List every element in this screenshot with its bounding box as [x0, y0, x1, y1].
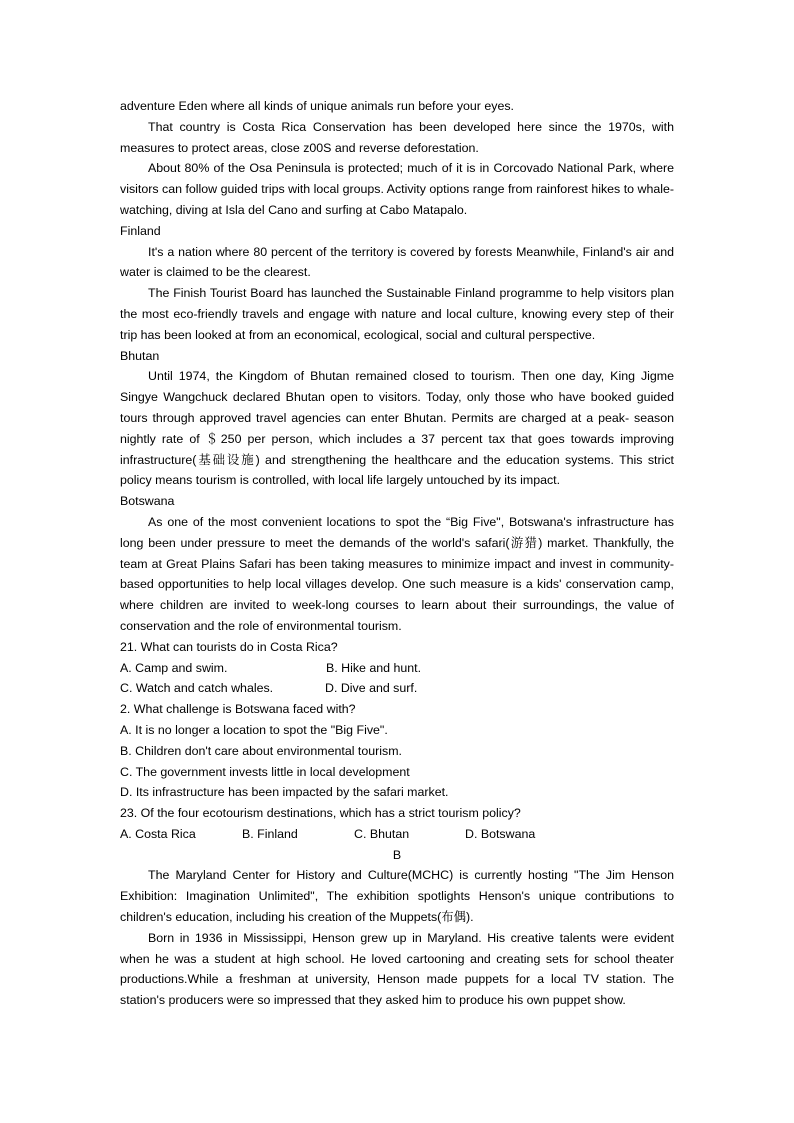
question-21-option-a: A. Camp and swim. [120, 660, 228, 675]
question-21-option-c: C. Watch and catch whales. [120, 681, 274, 696]
question-23-options-row [120, 824, 674, 845]
question-22-option-d: D. Its infrastructure has been impacted by the safari market. [120, 785, 449, 800]
question-21-options-row-2 [120, 678, 674, 699]
costa-rica-paragraph-2: About 80% of the Osa Peninsula is protected; much of it is in Corcovado National Park, where visitors can follow guided trips with local groups. Activity options range from rainforest hikes to whale-watching, diving at Isla del Cano and surfing at Cabo Matapalo. [120, 161, 674, 217]
question-23-stem: 23. Of the four ecotourism destinations, which has a strict tourism policy? [120, 806, 521, 821]
question-21-option-d: D. Dive and surf. [325, 681, 418, 696]
question-22-option-c: C. The government invests little in local development [120, 764, 410, 779]
section-b-label: B [392, 847, 402, 862]
bhutan-paragraph-1: Until 1974, the Kingdom of Bhutan remained closed to tourism. Then one day, King Jigme Singye Wangchuck declared Bhutan open to visitors. Today, only those who have booked guided tours through approved travel agencies can enter Bhutan. Permits are charged at a peak- season nightly rate of ＄250 per person, which includes a 37 percent tax that goes towards improving infrastructure(基础设施) and strengthening the healthcare and the education systems. This strict policy means tourism is controlled, with local life largely untouched by its impact. [120, 369, 674, 488]
henson-paragraph-2: Born in 1936 in Mississippi, Henson grew up in Maryland. His creative talents were evident when he was a student at high school. He loved cartooning and creating sets for school theater productions.While a freshman at university, Henson made puppets for a local TV station. The station's producers were so impressed that they asked him to produce his own puppet show. [120, 930, 674, 1008]
bhutan-heading: Bhutan [120, 348, 160, 363]
costa-rica-intro-tail: adventure Eden where all kinds of unique animals run before your eyes. [120, 99, 514, 113]
question-21-option-b: B. Hike and hunt. [326, 660, 422, 675]
question-23-option-a: A. Costa Rica [120, 826, 196, 841]
question-23-option-b: B. Finland [242, 826, 298, 841]
question-22-option-b: B. Children don't care about environmental tourism. [120, 743, 402, 758]
question-23-option-c: C. Bhutan [354, 826, 410, 841]
finland-paragraph-2: The Finish Tourist Board has launched the Sustainable Finland programme to help visitors plan the most eco-friendly travels and engage with nature and local culture, knowing every step of their trip has been looked at from an economical, ecological, social and cultural perspective. [120, 286, 674, 342]
question-23-option-d: D. Botswana [465, 826, 536, 841]
henson-paragraph-1: The Maryland Center for History and Culture(MCHC) is currently hosting "The Jim Henson Exhibition: Imagination Unlimited", The exhibition spotlights Henson's unique contributions to children's education, including his creation of the Muppets(布偶). [120, 868, 674, 925]
botswana-paragraph-1: As one of the most convenient locations to spot the “Big Five", Botswana's infrastructure has long been under pressure to meet the demands of the world's safari(游猎) market. Thankfully, the team at Great Plains Safari has been taking measures to minimize impact and invest in community-based opportunities to help local villages develop. One such measure is a kids' conservation camp, where children are invited to week-long courses to learn about their surroundings, the value of conservation and the role of environmental tourism. [120, 514, 674, 633]
question-21-stem: 21. What can tourists do in Costa Rica? [120, 639, 338, 654]
costa-rica-paragraph-1: That country is Costa Rica Conservation has been developed here since the 1970s, with measures to protect areas, close z00S and reverse deforestation. [120, 119, 674, 155]
question-22-stem: 2. What challenge is Botswana faced with? [120, 702, 356, 717]
document-page [120, 96, 674, 1011]
question-21-options-row-1 [120, 658, 674, 679]
botswana-heading: Botswana [120, 494, 175, 509]
question-22-option-a: A. It is no longer a location to spot the "Big Five". [120, 722, 388, 737]
finland-heading: Finland [120, 223, 161, 238]
finland-paragraph-1: It's a nation where 80 percent of the territory is covered by forests Meanwhile, Finland's air and water is claimed to be the clearest. [120, 244, 674, 280]
